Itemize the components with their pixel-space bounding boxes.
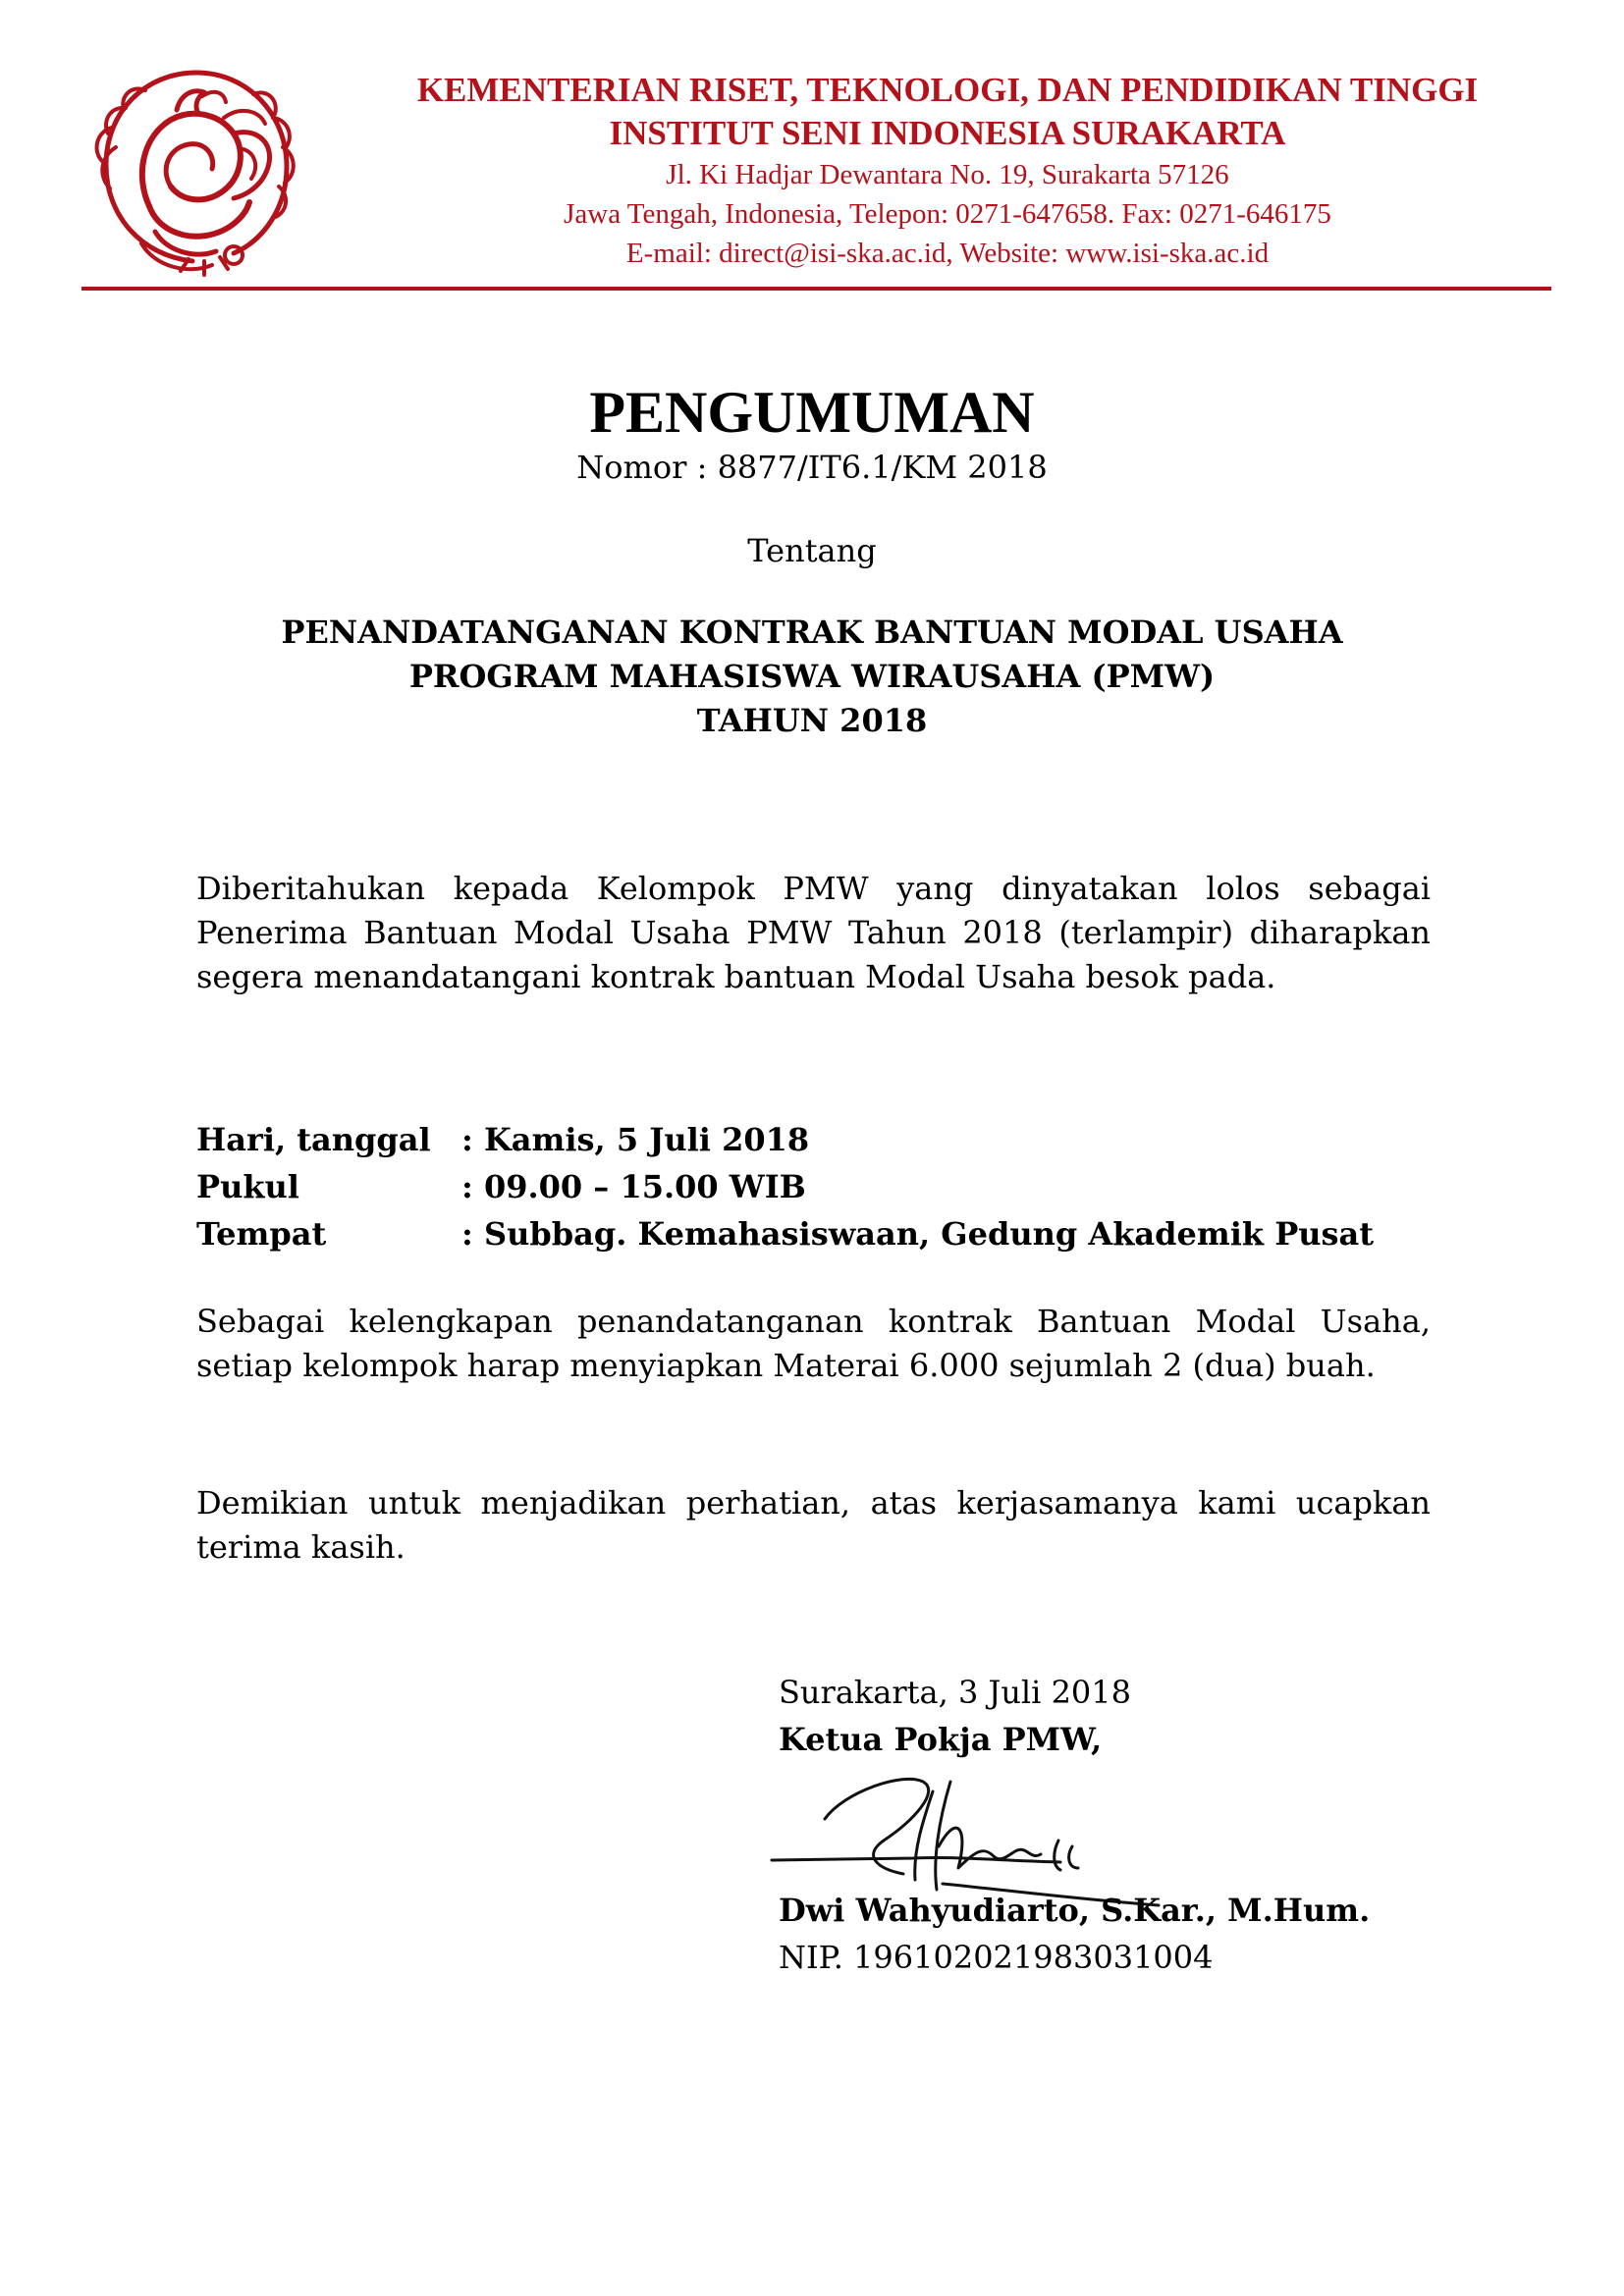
- place-date: Surakarta, 3 Juli 2018: [779, 1674, 1131, 1711]
- signature-space: [779, 1763, 1370, 1887]
- letterhead: [324, 69, 1571, 273]
- detail-value: : Kamis, 5 Juli 2018: [461, 1121, 810, 1158]
- subject-block: [0, 611, 1624, 743]
- body-paragraph: Sebagai kelengkapan penandatanganan kontrak Bantuan Modal Usaha, setiap kelompok harap menyiapkan Materai 6.000 sejumlah 2 (dua) buah.: [196, 1303, 1431, 1384]
- document-title: PENGUMUMAN: [589, 380, 1035, 445]
- phoenix-emblem-icon: [86, 59, 306, 279]
- detail-label: Pukul: [196, 1168, 299, 1205]
- letterhead-divider: [81, 287, 1551, 291]
- detail-label: Tempat: [196, 1215, 327, 1253]
- signer-name: Dwi Wahyudiarto, S.Kar., M.Hum.: [779, 1892, 1371, 1929]
- subject-line: TAHUN 2018: [696, 702, 928, 739]
- detail-value: : Subbag. Kemahasiswaan, Gedung Akademik Pusat: [461, 1215, 1375, 1253]
- detail-row-date: [196, 1116, 1374, 1163]
- subject-line: PROGRAM MAHASISWA WIRAUSAHA (PMW): [408, 658, 1216, 695]
- subject-line: PENANDATANGANAN KONTRAK BANTUAN MODAL USAHA: [281, 614, 1343, 651]
- about-label: Tentang: [747, 532, 877, 569]
- address-line-1: Jl. Ki Hadjar Dewantara No. 19, Surakarta 57126: [666, 159, 1229, 190]
- institute-name: INSTITUT SENI INDONESIA SURAKARTA: [609, 114, 1286, 152]
- contact-line: E-mail: direct@isi-ska.ac.id, Website: www.isi-ska.ac.id: [625, 238, 1270, 269]
- body-paragraph: Demikian untuk menjadikan perhatian, atas kerjasamanya kami ucapkan terima kasih.: [196, 1484, 1431, 1566]
- detail-value: : 09.00 – 15.00 WIB: [461, 1168, 806, 1205]
- document-number: Nomor : 8877/IT6.1/KM 2018: [576, 449, 1048, 486]
- detail-row-place: [196, 1210, 1374, 1257]
- signer-position: Ketua Pokja PMW,: [779, 1721, 1103, 1758]
- address-line-2: Jawa Tengah, Indonesia, Telepon: 0271-647658. Fax: 0271-646175: [564, 198, 1331, 230]
- ministry-name: KEMENTERIAN RISET, TEKNOLOGI, DAN PENDIDIKAN TINGGI: [416, 71, 1479, 109]
- schedule-details: [196, 1116, 1374, 1257]
- signature-block: [779, 1669, 1370, 1981]
- signer-nip: NIP. 196102021983031004: [779, 1939, 1214, 1976]
- body-paragraph: Diberitahukan kepada Kelompok PMW yang dinyatakan lolos sebagai Penerima Bantuan Modal Usaha PMW Tahun 2018 (terlampir) diharapkan segera menandatangani kontrak bantuan Modal Usaha besok pada.: [196, 870, 1431, 995]
- detail-label: Hari, tanggal: [196, 1121, 431, 1158]
- detail-row-time: [196, 1163, 1374, 1210]
